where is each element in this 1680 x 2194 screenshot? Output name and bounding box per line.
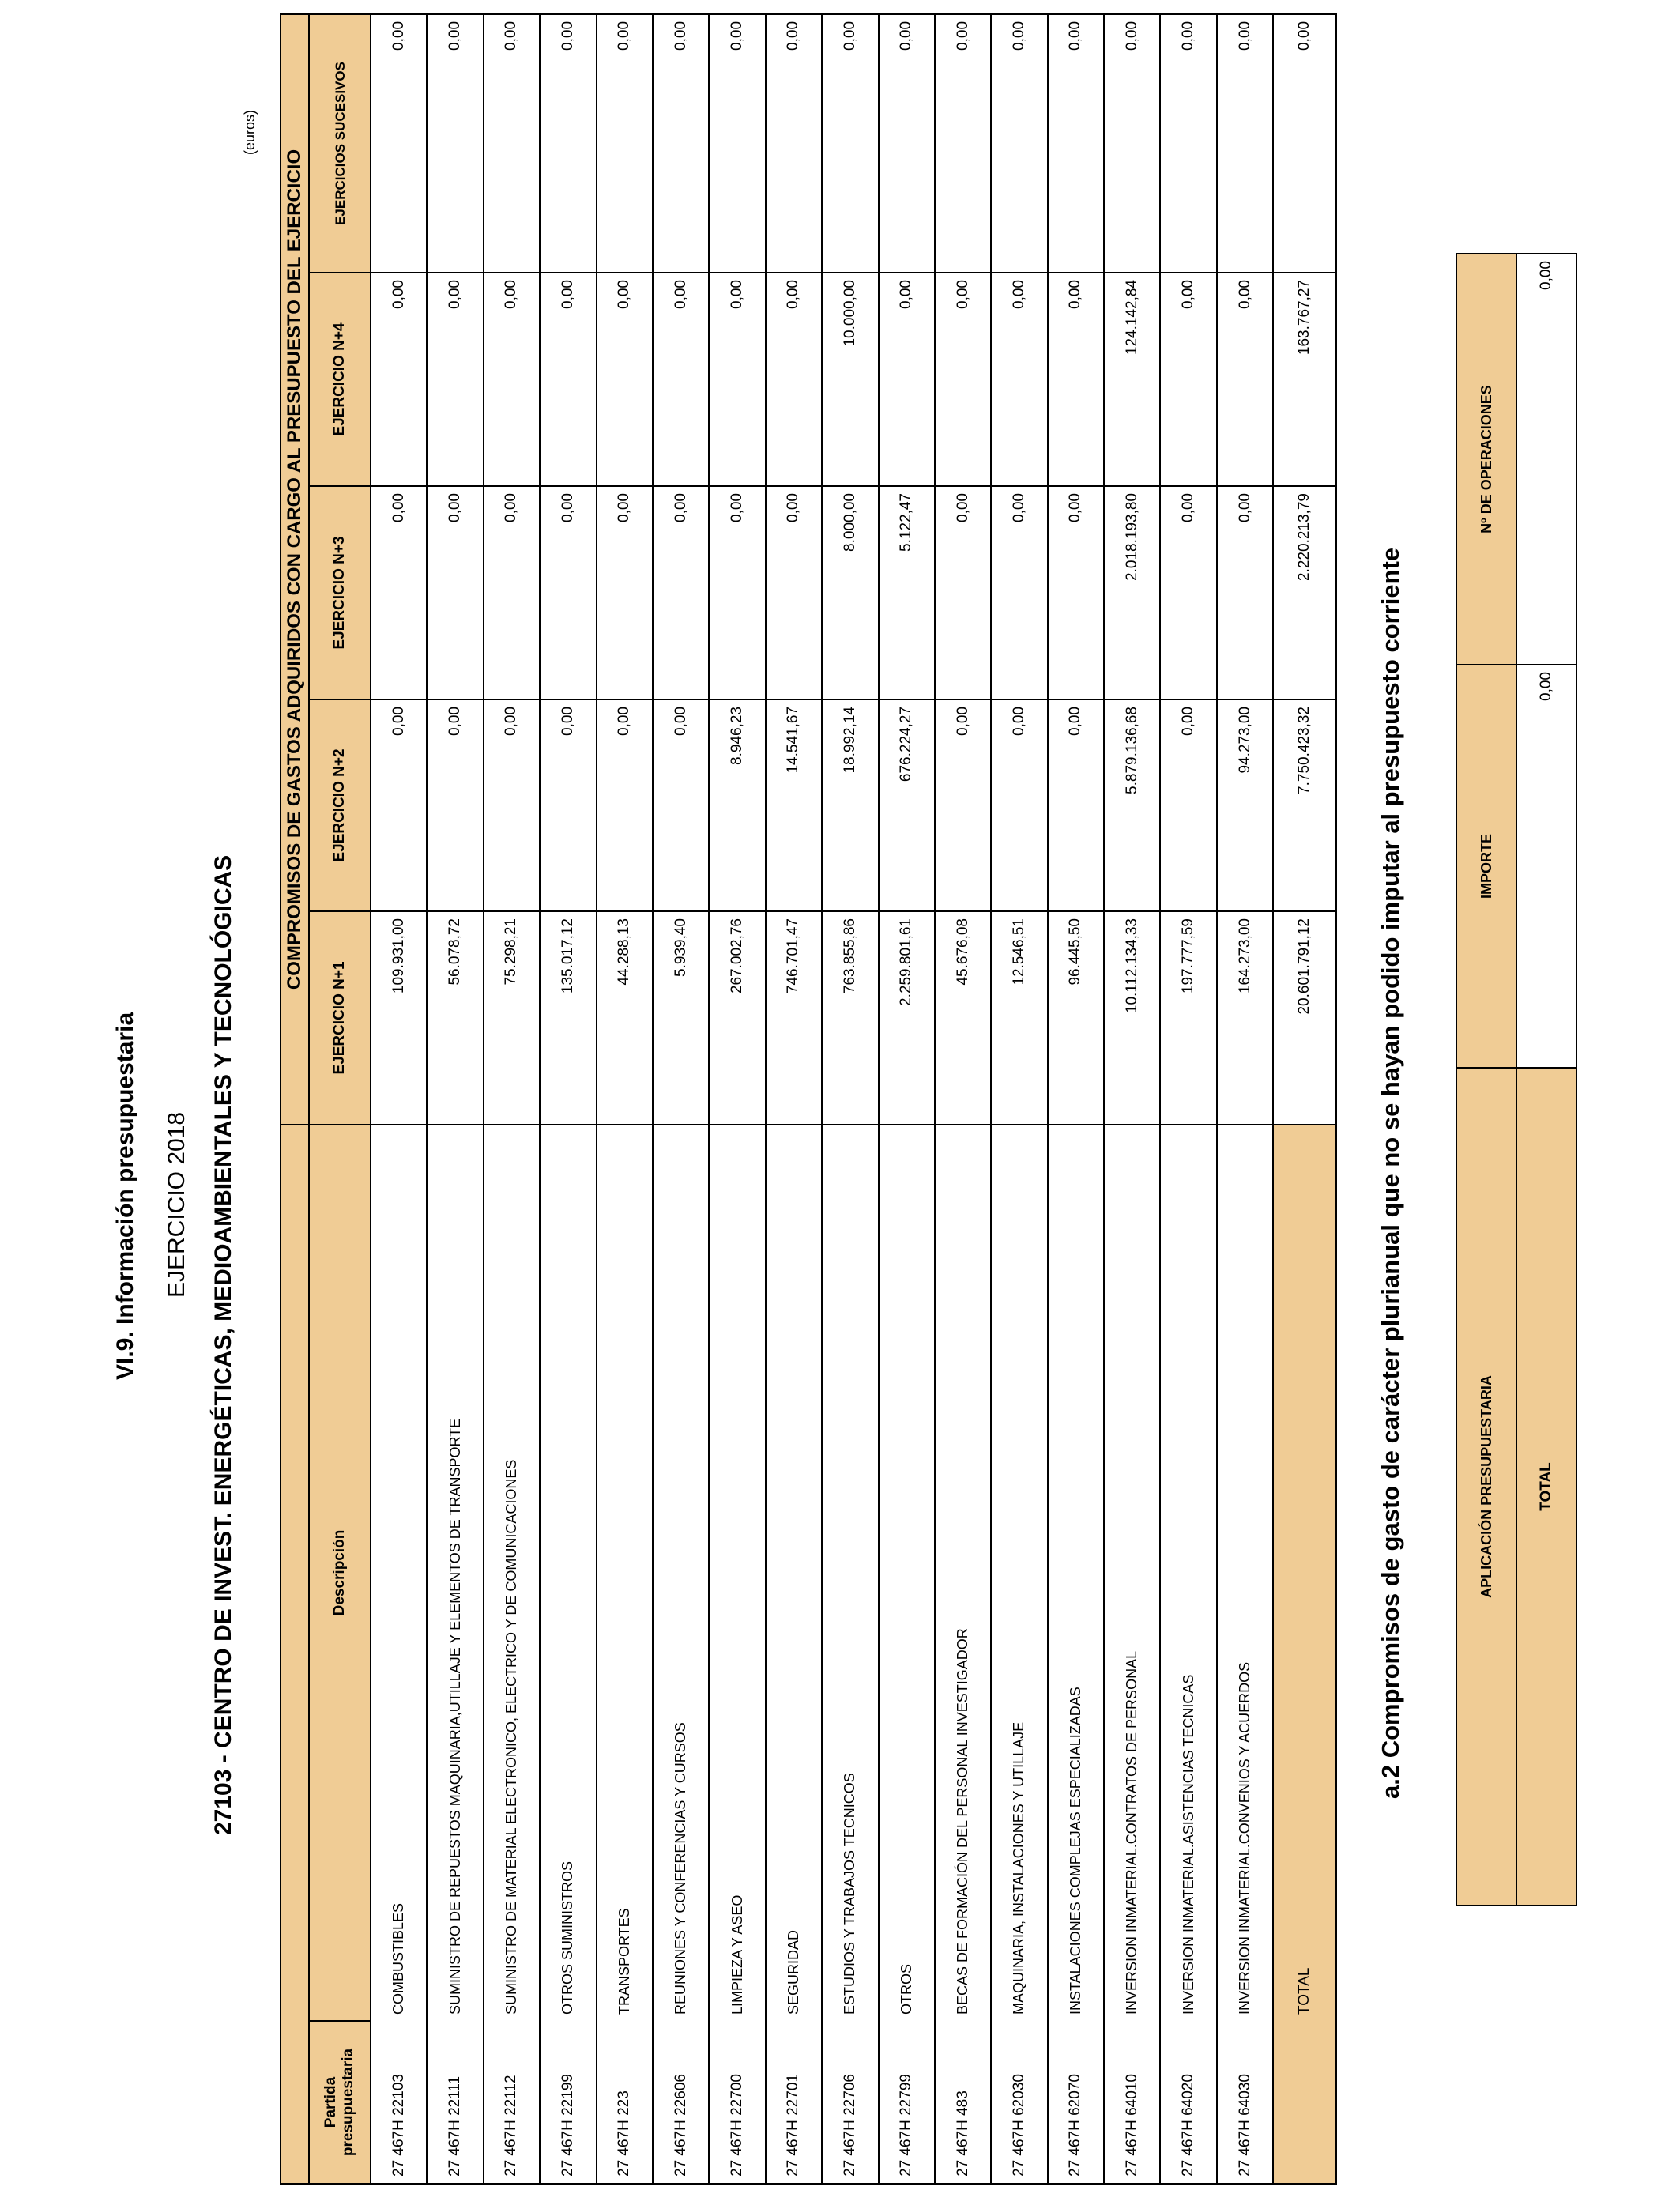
description-cell: SUMINISTRO DE REPUESTOS MAQUINARIA,UTILLAJE Y ELEMENTOS DE TRANSPORTE <box>427 1125 483 2021</box>
a2-total-label: TOTAL <box>1516 1068 1576 1906</box>
col-header-descripcion: Descripción <box>309 1125 371 2021</box>
description-cell: SUMINISTRO DE MATERIAL ELECTRONICO, ELECTRICO Y DE COMUNICACIONES <box>484 1125 540 2021</box>
a2-col-aplicacion: APLICACIÓN PRESUPUESTARIA <box>1456 1068 1516 1906</box>
a2-total-operaciones: 0,00 <box>1516 254 1576 665</box>
n1-cell: 96.445,50 <box>1048 911 1104 1125</box>
total-label: TOTAL <box>1273 1125 1336 2021</box>
table-row <box>822 14 878 2184</box>
sucesivos-cell: 0,00 <box>935 14 991 273</box>
group-header: COMPROMISOS DE GASTOS ADQUIRIDOS CON CARGO AL PRESUPUESTO DEL EJERCICIO <box>281 14 309 1125</box>
col-header-n1: EJERCICIO N+1 <box>309 911 371 1125</box>
n3-cell: 0,00 <box>427 486 483 699</box>
sucesivos-cell: 0,00 <box>427 14 483 273</box>
page-title: VI.9. Información presupuestaria <box>112 1012 138 1380</box>
n2-cell: 94.273,00 <box>1217 699 1273 911</box>
n2-cell: 0,00 <box>597 699 653 911</box>
n4-cell: 0,00 <box>653 273 709 486</box>
table-row <box>653 14 709 2184</box>
partida-cell: 27 467H 22103 <box>371 2021 427 2184</box>
table-row <box>766 14 822 2184</box>
sucesivos-cell: 0,00 <box>991 14 1047 273</box>
a2-col-operaciones: Nº DE OPERACIONES <box>1456 254 1516 665</box>
n1-cell: 5.939,40 <box>653 911 709 1125</box>
n2-cell: 0,00 <box>540 699 596 911</box>
n4-cell: 0,00 <box>766 273 822 486</box>
n2-cell: 0,00 <box>427 699 483 911</box>
sucesivos-cell: 0,00 <box>709 14 765 273</box>
description-cell: BECAS DE FORMACIÓN DEL PERSONAL INVESTIGADOR <box>935 1125 991 2021</box>
partida-cell: 27 467H 22111 <box>427 2021 483 2184</box>
n3-cell: 0,00 <box>935 486 991 699</box>
n4-cell: 0,00 <box>879 273 935 486</box>
n3-cell: 0,00 <box>653 486 709 699</box>
sucesivos-cell: 0,00 <box>1048 14 1104 273</box>
partida-cell: 27 467H 22799 <box>879 2021 935 2184</box>
partida-cell: 27 467H 22112 <box>484 2021 540 2184</box>
sucesivos-cell: 0,00 <box>766 14 822 273</box>
partida-cell: 27 467H 22199 <box>540 2021 596 2184</box>
col-header-partida: Partida presupuestaria <box>309 2021 371 2184</box>
description-cell: MAQUINARIA, INSTALACIONES Y UTILLAJE <box>991 1125 1047 2021</box>
partida-cell: 27 467H 64030 <box>1217 2021 1273 2184</box>
total-n1: 20.601.791,12 <box>1273 911 1336 1125</box>
n2-cell: 0,00 <box>1160 699 1216 911</box>
n1-cell: 45.676,08 <box>935 911 991 1125</box>
n2-cell: 18.992,14 <box>822 699 878 911</box>
n4-cell: 0,00 <box>1048 273 1104 486</box>
n2-cell: 0,00 <box>371 699 427 911</box>
total-n3: 2.220.213,79 <box>1273 486 1336 699</box>
n4-cell: 0,00 <box>991 273 1047 486</box>
table-row <box>991 14 1047 2184</box>
n3-cell: 0,00 <box>991 486 1047 699</box>
sucesivos-cell: 0,00 <box>822 14 878 273</box>
partida-cell: 27 467H 62030 <box>991 2021 1047 2184</box>
n4-cell: 0,00 <box>371 273 427 486</box>
section-a2-title: a.2 Compromisos de gasto de carácter plurianual que no se hayan podido imputar al presupuesto corriente <box>1377 547 1404 1799</box>
n2-cell: 0,00 <box>935 699 991 911</box>
n2-cell: 5.879.136,68 <box>1104 699 1160 911</box>
partida-cell: 27 467H 483 <box>935 2021 991 2184</box>
description-cell: TRANSPORTES <box>597 1125 653 2021</box>
n4-cell: 0,00 <box>1160 273 1216 486</box>
col-header-n2: EJERCICIO N+2 <box>309 699 371 911</box>
n3-cell: 0,00 <box>371 486 427 699</box>
n4-cell: 0,00 <box>709 273 765 486</box>
sucesivos-cell: 0,00 <box>1217 14 1273 273</box>
n1-cell: 135.017,12 <box>540 911 596 1125</box>
n3-cell: 0,00 <box>540 486 596 699</box>
table-row <box>597 14 653 2184</box>
n2-cell: 8.946,23 <box>709 699 765 911</box>
table-row <box>935 14 991 2184</box>
sucesivos-cell: 0,00 <box>653 14 709 273</box>
n3-cell: 0,00 <box>709 486 765 699</box>
total-spacer <box>1273 2021 1336 2184</box>
n3-cell: 0,00 <box>1217 486 1273 699</box>
sucesivos-cell: 0,00 <box>1104 14 1160 273</box>
n2-cell: 0,00 <box>1048 699 1104 911</box>
table-row <box>1217 14 1273 2184</box>
description-cell: OTROS SUMINISTROS <box>540 1125 596 2021</box>
description-cell: INSTALACIONES COMPLEJAS ESPECIALIZADAS <box>1048 1125 1104 2021</box>
n3-cell: 0,00 <box>597 486 653 699</box>
sucesivos-cell: 0,00 <box>371 14 427 273</box>
partida-cell: 27 467H 22606 <box>653 2021 709 2184</box>
n1-cell: 12.546,51 <box>991 911 1047 1125</box>
partida-cell: 27 467H 22701 <box>766 2021 822 2184</box>
partida-cell: 27 467H 64020 <box>1160 2021 1216 2184</box>
n1-cell: 746.701,47 <box>766 911 822 1125</box>
table-row <box>484 14 540 2184</box>
n3-cell: 5.122,47 <box>879 486 935 699</box>
n4-cell: 0,00 <box>935 273 991 486</box>
header-spacer <box>281 1125 309 2184</box>
description-cell: REUNIONES Y CONFERENCIAS Y CURSOS <box>653 1125 709 2021</box>
table-row <box>1048 14 1104 2184</box>
description-cell: OTROS <box>879 1125 935 2021</box>
table-row <box>371 14 427 2184</box>
table-row <box>427 14 483 2184</box>
units-label: (euros) <box>242 109 258 155</box>
n3-cell: 0,00 <box>766 486 822 699</box>
total-n2: 7.750.423,32 <box>1273 699 1336 911</box>
table-row <box>540 14 596 2184</box>
table-row <box>1104 14 1160 2184</box>
n4-cell: 0,00 <box>1217 273 1273 486</box>
n4-cell: 10.000,00 <box>822 273 878 486</box>
description-cell: INVERSION INMATERIAL.ASISTENCIAS TECNICAS <box>1160 1125 1216 2021</box>
n4-cell: 124.142,84 <box>1104 273 1160 486</box>
n1-cell: 164.273,00 <box>1217 911 1273 1125</box>
partida-cell: 27 467H 22700 <box>709 2021 765 2184</box>
col-header-n4: EJERCICIO N+4 <box>309 273 371 486</box>
n1-cell: 10.112.134,33 <box>1104 911 1160 1125</box>
partida-cell: 27 467H 62070 <box>1048 2021 1104 2184</box>
n1-cell: 2.259.801,61 <box>879 911 935 1125</box>
partida-cell: 27 467H 223 <box>597 2021 653 2184</box>
n2-cell: 0,00 <box>484 699 540 911</box>
description-cell: INVERSION INMATERIAL.CONTRATOS DE PERSONAL <box>1104 1125 1160 2021</box>
n3-cell: 0,00 <box>1048 486 1104 699</box>
col-header-sucesivos: EJERCICIOS SUCESIVOS <box>309 14 371 273</box>
description-cell: INVERSION INMATERIAL.CONVENIOS Y ACUERDOS <box>1217 1125 1273 2021</box>
n1-cell: 56.078,72 <box>427 911 483 1125</box>
n2-cell: 0,00 <box>653 699 709 911</box>
table-row <box>1160 14 1216 2184</box>
table-row <box>879 14 935 2184</box>
n1-cell: 109.931,00 <box>371 911 427 1125</box>
n3-cell: 2.018.193,80 <box>1104 486 1160 699</box>
col-header-n3: EJERCICIO N+3 <box>309 486 371 699</box>
sucesivos-cell: 0,00 <box>879 14 935 273</box>
n3-cell: 0,00 <box>1160 486 1216 699</box>
sucesivos-cell: 0,00 <box>484 14 540 273</box>
sucesivos-cell: 0,00 <box>597 14 653 273</box>
commitments-table <box>280 13 1337 2185</box>
partida-cell: 27 467H 64010 <box>1104 2021 1160 2184</box>
n1-cell: 197.777,59 <box>1160 911 1216 1125</box>
description-cell: LIMPIEZA Y ASEO <box>709 1125 765 2021</box>
a2-total-importe: 0,00 <box>1516 665 1576 1068</box>
table-row <box>709 14 765 2184</box>
total-sucesivos: 0,00 <box>1273 14 1336 273</box>
n4-cell: 0,00 <box>427 273 483 486</box>
description-cell: ESTUDIOS Y TRABAJOS TECNICOS <box>822 1125 878 2021</box>
n4-cell: 0,00 <box>597 273 653 486</box>
description-cell: SEGURIDAD <box>766 1125 822 2021</box>
n1-cell: 75.298,21 <box>484 911 540 1125</box>
n1-cell: 44.288,13 <box>597 911 653 1125</box>
n2-cell: 676.224,27 <box>879 699 935 911</box>
total-n4: 163.767,27 <box>1273 273 1336 486</box>
sucesivos-cell: 0,00 <box>1160 14 1216 273</box>
n3-cell: 8.000,00 <box>822 486 878 699</box>
n4-cell: 0,00 <box>540 273 596 486</box>
n4-cell: 0,00 <box>484 273 540 486</box>
a2-table <box>1456 253 1577 1906</box>
sucesivos-cell: 0,00 <box>540 14 596 273</box>
entity-title: 27103 - CENTRO DE INVEST. ENERGÉTICAS, MEDIOAMBIENTALES Y TECNOLÓGICAS <box>210 854 236 1835</box>
n2-cell: 14.541,67 <box>766 699 822 911</box>
description-cell: COMBUSTIBLES <box>371 1125 427 2021</box>
exercise-title: EJERCICIO 2018 <box>164 1111 190 1298</box>
n1-cell: 763.855,86 <box>822 911 878 1125</box>
partida-cell: 27 467H 22706 <box>822 2021 878 2184</box>
n2-cell: 0,00 <box>991 699 1047 911</box>
a2-col-importe: IMPORTE <box>1456 665 1516 1068</box>
n3-cell: 0,00 <box>484 486 540 699</box>
n1-cell: 267.002,76 <box>709 911 765 1125</box>
